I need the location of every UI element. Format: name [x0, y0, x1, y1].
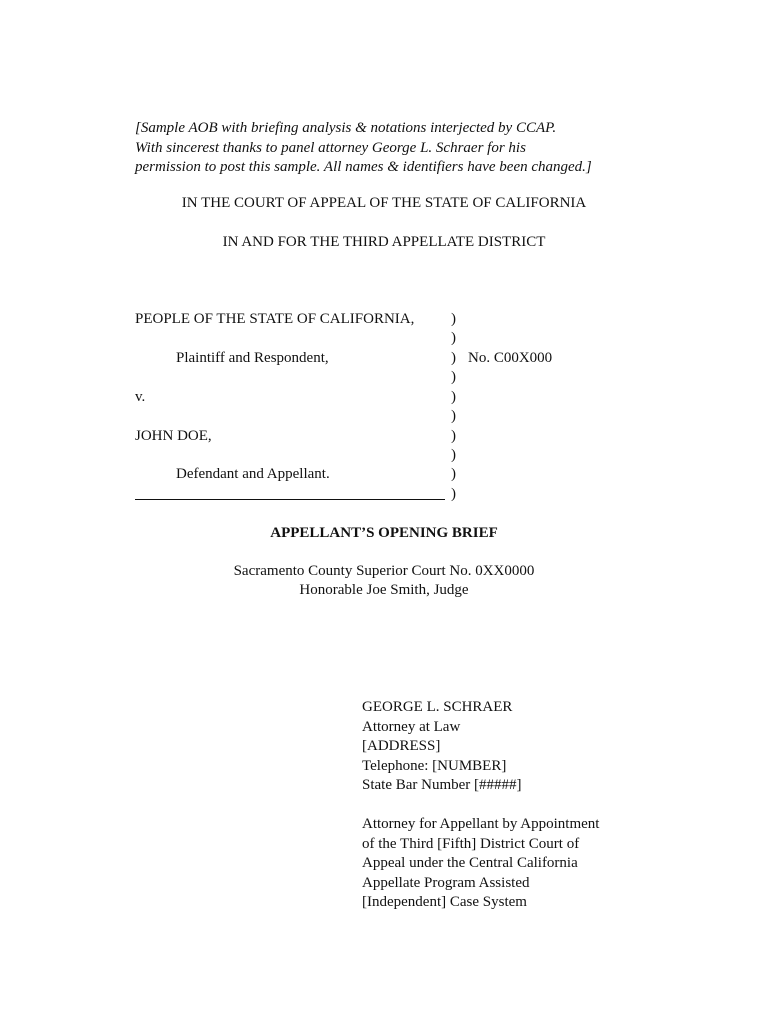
case-number: No. C00X000: [468, 350, 553, 366]
appointment-line: Attorney for Appellant by Appointment: [362, 816, 600, 832]
superior-court-number: Sacramento County Superior Court No. 0XX0000: [233, 563, 535, 579]
appointment-line: of the Third [Fifth] District Court of: [362, 835, 580, 852]
attorney-line: [ADDRESS]: [362, 738, 441, 754]
attorney-line: Telephone: [NUMBER]: [362, 757, 507, 774]
brief-title: APPELLANT’S OPENING BRIEF: [270, 525, 498, 541]
attorney-line: State Bar Number [#####]: [362, 777, 522, 793]
defendant-role: Defendant and Appellant.: [176, 466, 330, 482]
note-line: permission to post this sample. All names & identifiers have been changed.]: [135, 159, 592, 175]
caption-paren: ): [451, 447, 456, 463]
appointment-block: [362, 815, 599, 913]
attorney-block: [362, 698, 522, 796]
caption-underline: [135, 499, 445, 500]
plaintiff-name: PEOPLE OF THE STATE OF CALIFORNIA,: [135, 311, 415, 327]
court-title: IN THE COURT OF APPEAL OF THE STATE OF CALIFORNIA: [181, 195, 587, 211]
caption-paren: ): [451, 486, 456, 502]
caption-paren: ): [451, 350, 456, 366]
district-title: IN AND FOR THE THIRD APPELLATE DISTRICT: [222, 234, 546, 250]
caption-paren: ): [451, 408, 456, 424]
caption-paren: ): [451, 428, 456, 444]
attorney-line: Attorney at Law: [362, 718, 461, 735]
caption-paren: ): [451, 389, 456, 405]
caption-paren: ): [451, 330, 456, 346]
defendant-name: JOHN DOE,: [135, 428, 212, 444]
plaintiff-role: Plaintiff and Respondent,: [176, 350, 329, 366]
sample-note: [135, 119, 592, 178]
appointment-line: Appeal under the Central California: [362, 855, 578, 871]
caption-paren: ): [451, 466, 456, 482]
caption-paren: ): [451, 311, 456, 327]
appointment-line: [Independent] Case System: [362, 894, 527, 910]
versus: v.: [135, 389, 146, 405]
attorney-name: GEORGE L. SCHRAER: [362, 699, 513, 715]
judge-name: Honorable Joe Smith, Judge: [299, 582, 469, 598]
caption-paren: ): [451, 369, 456, 385]
note-line: [Sample AOB with briefing analysis & notations interjected by CCAP.: [135, 120, 557, 136]
appointment-line: Appellate Program Assisted: [362, 874, 530, 891]
note-line: With sincerest thanks to panel attorney George L. Schraer for his: [135, 139, 526, 156]
